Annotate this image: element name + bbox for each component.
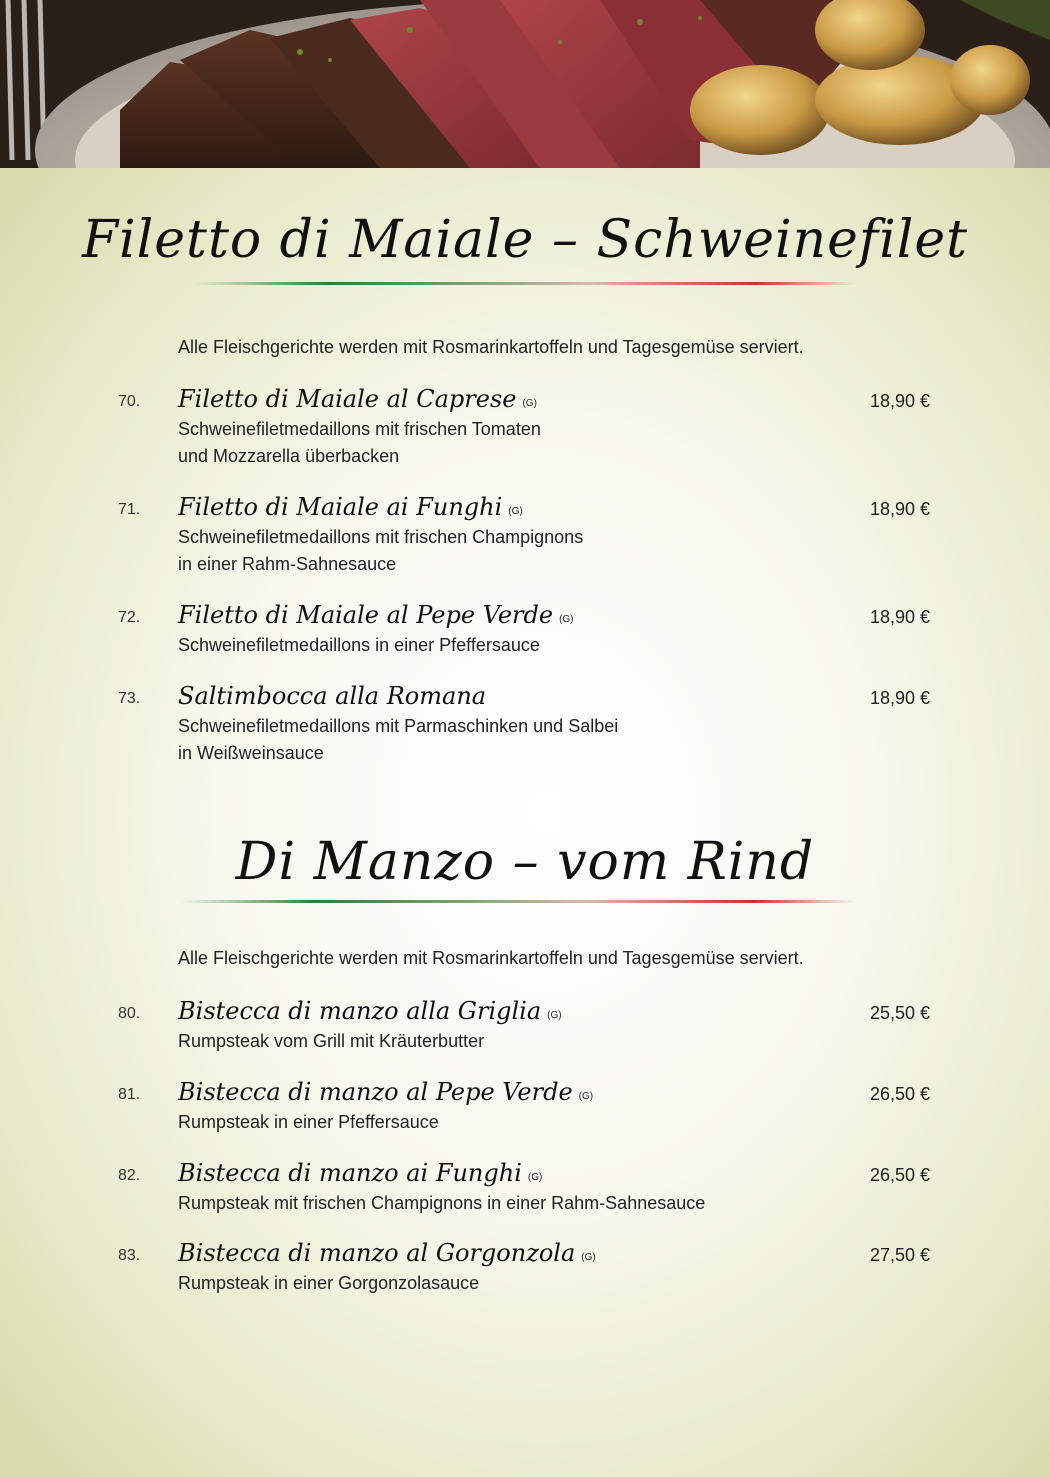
item-description: Rumpsteak in einer Gorgonzolasauce (178, 1273, 480, 1293)
item-number: 82. (118, 1167, 141, 1184)
allergen-tag: (G) (547, 1010, 562, 1021)
item-description: Schweinefiletmedaillons mit frischen Champignons in einer Rahm-Sahnesauce (178, 527, 584, 574)
item-number: 70. (118, 393, 141, 410)
item-description: Schweinefiletmedaillons in einer Pfeffersauce (178, 635, 540, 655)
item-name: Bistecca di manzo alla Griglia (G) (178, 997, 562, 1025)
item-name: Bistecca di manzo al Gorgonzola (G) (178, 1239, 596, 1267)
item-number: 71. (118, 501, 141, 518)
item-price: 18,90 € (869, 391, 930, 411)
steak-photo (0, 0, 1050, 168)
item-price: 18,90 € (869, 607, 930, 627)
item-name: Bistecca di manzo al Pepe Verde (G) (178, 1078, 594, 1106)
item-description: Rumpsteak vom Grill mit Kräuterbutter (178, 1031, 485, 1051)
item-description: Rumpsteak in einer Pfeffersauce (178, 1112, 439, 1132)
section-note: Alle Fleischgerichte werden mit Rosmarinkartoffeln und Tagesgemüse serviert. (178, 948, 804, 968)
allergen-tag: (G) (508, 506, 523, 517)
item-name: Saltimbocca alla Romana (178, 682, 487, 710)
item-price: 26,50 € (869, 1165, 930, 1185)
item-name: Filetto di Maiale al Pepe Verde (G) (178, 601, 574, 629)
item-name: Filetto di Maiale ai Funghi (G) (178, 493, 523, 521)
item-price: 25,50 € (869, 1003, 930, 1023)
item-number: 72. (118, 609, 141, 626)
allergen-tag: (G) (522, 398, 537, 409)
title-underline (180, 900, 855, 903)
item-description: Schweinefiletmedaillons mit frischen Tomaten und Mozzarella überbacken (178, 419, 541, 466)
item-number: 73. (118, 690, 141, 707)
item-number: 80. (118, 1005, 141, 1022)
item-name: Filetto di Maiale al Caprese (G) (178, 385, 537, 413)
allergen-tag: (G) (581, 1252, 596, 1263)
item-price: 27,50 € (869, 1245, 930, 1265)
allergen-tag: (G) (578, 1091, 594, 1102)
item-price: 18,90 € (869, 499, 930, 519)
item-price: 26,50 € (869, 1084, 930, 1104)
section-note: Alle Fleischgerichte werden mit Rosmarinkartoffeln und Tagesgemüse serviert. (178, 337, 804, 357)
allergen-tag: (G) (527, 1172, 543, 1183)
item-number: 81. (118, 1086, 141, 1103)
title-underline (195, 282, 855, 285)
item-number: 83. (118, 1247, 141, 1264)
allergen-tag: (G) (559, 614, 574, 625)
item-description: Rumpsteak mit frischen Champignons in einer Rahm-Sahnesauce (178, 1193, 706, 1213)
item-price: 18,90 € (869, 688, 930, 708)
section-title-beef: Di Manzo – vom Rind (235, 832, 815, 892)
item-name: Bistecca di manzo ai Funghi (G) (178, 1159, 543, 1187)
section-title-pork: Filetto di Maiale – Schweinefilet (81, 210, 969, 270)
item-description: Schweinefiletmedaillons mit Parmaschinken und Salbei in Weißweinsauce (178, 716, 619, 763)
